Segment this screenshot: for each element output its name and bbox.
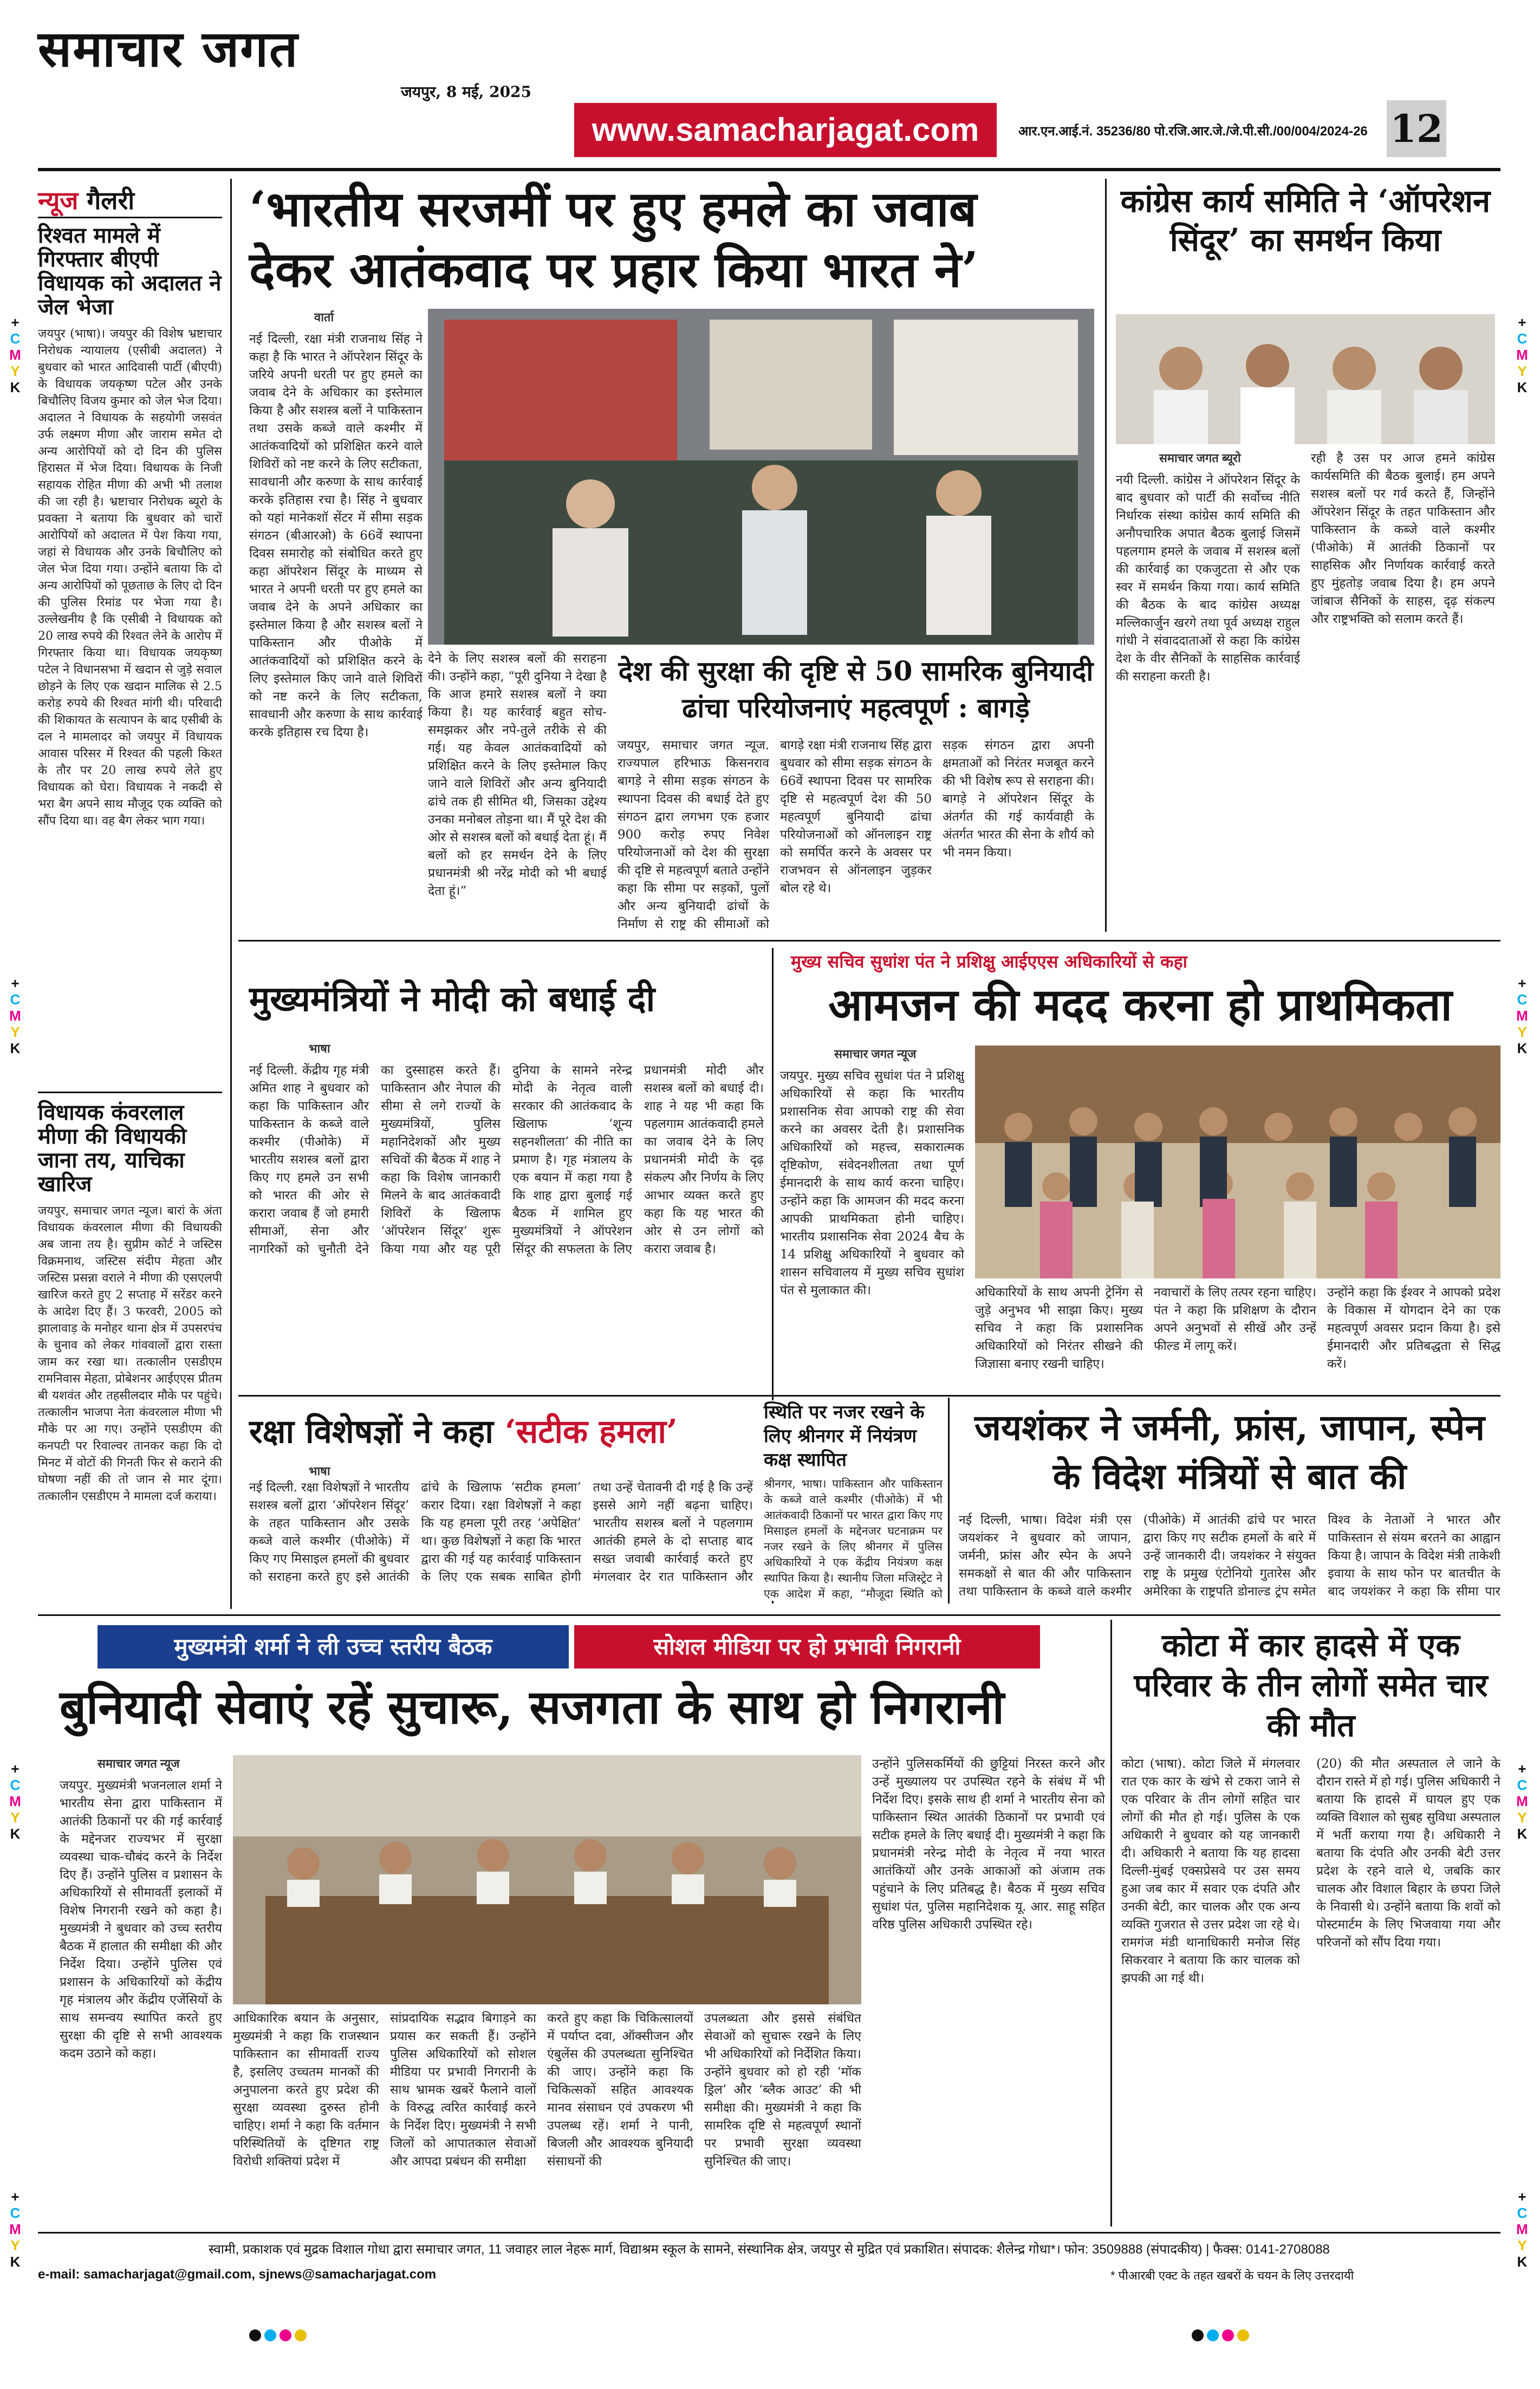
lead-byline: वार्ता: [314, 310, 334, 324]
cmyk-mark: + C M Y K: [1516, 2189, 1528, 2270]
cm-meeting-photo: [233, 1755, 861, 2004]
ias-headline: आमजन की मदद करना हो प्राथमिकता: [828, 979, 1452, 1031]
kota-headline: कोटा में कार हादसे में एक परिवार के तीन लोगों समेत चार की मौत: [1134, 1627, 1488, 1744]
congress-body-col: रही है उस पर आज हमने कांग्रेस कार्यसमिति की बैठक बुलाई। हम अपने सशस्त्र बलों पर गर्व करते हैं, जिन्होंने ऑपरेशन सिंदूर के तहत पाकिस्तान और पाकिस्तान के कब्जे वाले कश्मीर (पीओके) में आतंकी ठिकानों पर साहसिक और निर्णायक कार्रवाई करते हुए मुंहतोड़ जवाब दिया है। हम अपने जांबाज सैनिकों के साहस, दृढ़ संकल्प और राष्ट्रभक्ति को सलाम करते हैं।: [1311, 451, 1495, 626]
high-level-meeting-photo: [233, 1755, 861, 2004]
section-rule: [38, 1614, 1500, 1616]
imprint-line: स्वामी, प्रकाशक एवं मुद्रक विशाल गोधा द्वारा समाचार जगत, 11 जवाहर लाल नेहरू मार्ग, विद्याश्रम स्कूल के सामने, संस्थानिक क्षेत्र, जयपुर से मुद्रित एवं प्रकाशित। संपादक: शैलेन्द्र गोधा*। फोन: 3509888 (संपादकीय) | फैक्स: 0141-2708088: [209, 2242, 1330, 2257]
story-body: जयपुर, समाचार जगत न्यूज। बारां के अंता विधायक कंवरलाल मीणा की विधायकी अब जाना तय है। सुप्रीम कोर्ट ने जस्टिस विक्रमनाथ, जस्टिस संदीप मेहता और जस्टिस प्रसन्ना वराले ने मीणा की एसएलपी खारिज करते हुए 2 सप्ताह में सरेंडर करने के आदेश दिए हैं। 3 फरवरी, 2005 को झालावाड़ के मनोहर थाना क्षेत्र में उपसरपंच के चुनाव को लेकर गांववालों द्वारा रास्ता जाम कर रखा था। तत्कालीन एसडीएम रामनिवास मेहता, प्रोबेशनर आईएएस प्रीतम बी यशवंत और तहसीलदार मौके पर पहुंचे। तत्कालीन भाजपा नेता कंवरलाल मीणा भी मौके पर आ गए। उन्होंने एसडीएम की कनपटी पर रिवाल्वर तानकर कहा कि दो मिनट में वोटों की गिनती फिर से कराने की घोषणा नहीं की तो जान से मार दूंगा। तत्कालीन एसडीएम ने मामला दर्ज कराया।: [38, 1204, 222, 1503]
ias-kicker: मुख्य सचिव सुधांश पंत ने प्रशिक्षु आईएएस अधिकारियों से कहा: [780, 948, 1500, 975]
bro-event-photo: [428, 309, 1094, 645]
footer-note: * पीआरबी एक्ट के तहत खबरों के चयन के लिए उत्तरदायी: [1110, 2269, 1354, 2282]
registration-dot: [1237, 2329, 1249, 2341]
cmyk-mark: + C M Y K: [9, 975, 21, 1056]
ias-body-col: जयपुर. मुख्य सचिव सुधांश पंत ने प्रशिक्षु अधिकारियों से कहा कि भारतीय प्रशासनिक सेवा आपको राष्ट्र की सेवा करने का अवसर देती है। प्रशासनिक अधिकारियों को महत्त्व, सकारात्मक दृष्टिकोण, संवेदनशीलता तथा पूर्ण ईमानदारी के साथ कार्य करना चाहिए। उन्होंने कहा कि आमजन की मदद करना आपकी प्राथमिकता होनी चाहिए। भारतीय प्रशासनिक सेवा 2024 बैच के 14 प्रशिक्षु अधिकारियों ने बुधवार को शासन सचिवालय में मुख्य सचिव सुधांश पंत से मुलाकात की।: [780, 1069, 964, 1297]
lead-headline: ‘भारतीय सरजमीं पर हुए हमले का जवाब देकर आतंकवाद पर प्रहार किया भारत ने’: [249, 180, 979, 298]
footer-rule: [38, 2232, 1500, 2234]
congress-byline: समाचार जगत ब्यूरो: [1159, 451, 1241, 465]
footer-email[interactable]: e-mail: samacharjagat@gmail.com, sjnews@samacharjagat.com: [38, 2267, 437, 2282]
sub-body-col: बागड़े रक्षा मंत्री राजनाथ सिंह द्वारा बुधवार को सीमा सड़क संगठन के 66वें स्थापना दिवस पर सामरिक दृष्टि से महत्वपूर्ण देश की 50 महत्वपूर्ण बुनियादी ढांचा परियोजनाओं को ऑनलाइन राष्ट्र को समर्पित करने के अवसर पर राजभवन से ऑनलाइन जुड़कर बोल रहे थे।: [780, 738, 932, 895]
cm-body-col: आधिकारिक बयान के अनुसार, मुख्यमंत्री ने कहा कि राजस्थान पाकिस्तान का सीमावर्ती राज्य है, इसलिए उच्चतम मानकों की अनुपालना करते हुए प्रदेश की सुरक्षा व्यवस्था दुरुस्त होनी चाहिए। शर्मा ने कहा कि वर्तमान परिस्थितियों के दृष्टिगत राष्ट्र विरोधी शक्तियां प्रदेश में: [233, 2011, 379, 2169]
srinagar-box: [764, 1400, 943, 1601]
srinagar-body: श्रीनगर, भाषा। पाकिस्तान और पाकिस्तान के कब्जे वाले कश्मीर (पीओके) में भी आतंकवादी ठिकानों पर भारत द्वारा किए गए मिसाइल हमलों के मद्देनजर घटनाक्रम पर नजर रखने के लिए श्रीनगर में पुलिस अधिकारियों ने एक केंद्रीय नियंत्रण कक्ष स्थापित किया है। स्थानीय जिला मजिस्ट्रेट ने एक आदेश में कहा, “मौजूदा स्थिति को: [764, 1477, 943, 1600]
cm-body-col: सांप्रदायिक सद्भाव बिगाड़ने का प्रयास कर सकती हैं। उन्होंने पुलिस अधिकारियों को सोशल मीडिया पर प्रभावी निगरानी के साथ भ्रामक खबरें फैलाने वालों के विरुद्ध त्वरित कार्रवाई करने के निर्देश दिए। मुख्यमंत्री ने सभी जिलों को आपातकाल सेवाओं और आपदा प्रबंधन की समीक्षा: [390, 2011, 536, 2169]
story-headline: विधायक कंवरलाल मीणा की विधायकी जाना तय, याचिका खारिज: [38, 1100, 187, 1197]
sub-body-col: सड़क संगठन द्वारा अपनी क्षमताओं को निरंतर मजबूत करने की भी विशेष रूप से सराहना की। बागड़े ने ऑपरेशन सिंदूर के अंतर्गत की गई कार्यवाही के अंतर्गत भारत की सेना के शौर्य को भी नमन किया।: [943, 738, 1094, 860]
srinagar-headline: स्थिति पर नजर रखने के लिए श्रीनगर में नियंत्रण कक्ष स्थापित: [764, 1401, 925, 1471]
cmyk-mark: + C M Y K: [1516, 975, 1528, 1056]
cm-headline: बुनियादी सेवाएं रहें सुचारू, सजगता के साथ हो निगरानी: [60, 1680, 1005, 1735]
registration-dot: [1222, 2329, 1234, 2341]
ias-group-photo: [975, 1046, 1500, 1278]
congress-body-col: नयी दिल्ली. कांग्रेस ने ऑपरेशन सिंदूर के बाद बुधवार को पार्टी की सर्वोच्च नीति निर्धारक संस्था कांग्रेस कार्य समिति की अनौपचारिक अपात बैठक बुलाई जिसमें पहलगाम हमले के जवाब में सशस्त्र बलों की कार्रवाई का एकजुटता से और एक स्वर में समर्थन किया गया। कार्य समिति की बैठक के बाद कांग्रेस अध्यक्ष मल्लिकार्जुन खरगे तथा पूर्व अध्यक्ष राहुल गांधी ने संवाददाताओं से कहा कि कांग्रेस देश के वीर सैनिकों के साहसिक कार्रवाई की सराहना करती है।: [1116, 473, 1300, 684]
jaishankar-body: नई दिल्ली, भाषा। विदेश मंत्री एस जयशंकर ने बुधवार को जापान, जर्मनी, फ्रांस और स्पेन के अपने समकक्षों से बात की और पाकिस्तान तथा पाकिस्तान के कब्जे वाले कश्मीर (पीओके) में आतंकी ढांचे पर भारत द्वारा किए गए सटीक हमलों के बारे में उन्हें जानकारी दी। जयशंकर ने संयुक्त राष्ट्र के प्रमुख एंटोनियो गुतारेस और अमेरिका के राष्ट्रपति डोनाल्ड ट्रंप समेत विश्व के नेताओं ने भारत और पाकिस्तान से संयम बरतने का आह्वान किया है। जापान के विदेश मंत्री ताकेशी इवाया के साथ फोन पर बातचीत के बाद जयशंकर ने कहा कि सीमा पार: [959, 1513, 1500, 1599]
cm-body-col: उपलब्धता और इससे संबंधित सेवाओं को सुचारू रखने के लिए भी अधिकारियों को निर्देशित किया। उन्होंने बुधवार को हो रही ‘मॉक ड्रिल’ और ‘ब्लैक आउट’ की भी समीक्षा की। मुख्यमंत्री ने कहा कि सामरिक दृष्टि से महत्वपूर्ण स्थानों पर प्रभावी सुरक्षा व्यवस्था सुनिश्चित की जाए।: [704, 2011, 861, 2169]
cm-body-col: जयपुर. मुख्यमंत्री भजनलाल शर्मा ने भारतीय सेना द्वारा पाकिस्तान में आतंकी ठिकानों पर की गई कार्रवाई के मद्देनजर राज्यभर में सुरक्षा व्यवस्था चाक-चौबंद करने के निर्देश दिए हैं। उन्होंने पुलिस व प्रशासन के अधिकारियों से सीमावर्ती इलाकों में विशेष निगरानी रखने को कहा है। मुख्यमंत्री ने बुधवार को उच्च स्तरीय बैठक में हालात की समीक्षा की और निर्देश दिया। उन्होंने पुलिस एवं प्रशासन के अधिकारियों को केंद्रीय गृह मंत्रालय और केंद्रीय एजेंसियों के साथ समन्वय स्थापित करते हुए सुरक्षा की दृष्टि से सभी आवश्यक कदम उठाने को कहा।: [60, 1778, 222, 2061]
cmyk-mark: + C M Y K: [9, 2189, 21, 2270]
ias-photo: [975, 1046, 1500, 1278]
sub-headline: देश की सुरक्षा की दृष्टि से 50 सामरिक बुनियादी ढांचा परियोजनाएं महत्वपूर्ण : बागड़े: [618, 655, 1094, 724]
registration-dot: [1207, 2329, 1219, 2341]
column-rule: [230, 179, 232, 1609]
story-body: जयपुर (भाषा)। जयपुर की विशेष भ्रष्टाचार निरोधक न्यायालय (एसीबी अदालत) ने बुधवार को भारत आदिवासी पार्टी (बीएपी) के विधायक जयकृष्ण पटेल और उनके बिचौलिए विजय कुमार को जेल भेज दिया। अदालत ने विधायक के सहयोगी जसवंत उर्फ लक्ष्मण मीणा और जाराम समेत दो अन्य आरोपियों को दो दिन की पुलिस हिरासत में भेज दिया। विधायक के निजी सहायक रोहित मीणा की अभी भी तलाश की जा रही है। भ्रष्टाचार निरोधक ब्यूरो के प्रवक्ता ने बताया कि बुधवार को चारों आरोपियों को अदालत में पेश किया गया, जहां से विधायक और उनके बिचौलिए को जेल भेज दिया गया। उन्होंने बताया कि दो अन्य आरोपियों को पूछताछ के लिए दो दिन की पुलिस रिमांड पर भेजा गया है। उल्लेखनीय है कि एसीबी ने विधायक को 20 लाख रुपये की रिश्वत लेने के आरोप में गिरफ्तार किया था। विधायक जयकृष्ण पटेल ने विधानसभा में खदान से जुड़े सवाल छोड़ने के लिए एक खदान मालिक से 2.5 करोड़ रुपये की रिश्वत मांगी थी। परिवादी की शिकायत के सत्यापन के बाद एसीबी के दल ने मामलादर को जयपुर में विधायक आवास परिसर में रिश्वत की पहली किश्त के तौर पर 20 लाख रुपये लेते हुए विधायक को घेरा। विधायक ने नकदी से भरा बैग अपने साथ मौजूद एक व्यक्ति को सौंप दिया था। वह बैग लेकर भाग गया।: [38, 327, 222, 828]
lead-photo: [428, 309, 1094, 645]
color-registration-dots: [249, 2329, 310, 2343]
cmyk-mark: + C M Y K: [9, 1761, 21, 1842]
section-label: न्यूज गैलरी: [38, 184, 222, 218]
cm-body-col: करते हुए कहा कि चिकित्सालयों में पर्याप्त दवा, ऑक्सीजन और एंबुलेंस की उपलब्धता सुनिश्चित की जाए। उन्होंने कहा कि चिकित्सकों सहित आवश्यक मानव संसाधन एवं उपकरण भी उपलब्ध रहें। शर्मा ने पानी, बिजली और आवश्यक बुनियादी संसाधनों की: [547, 2011, 693, 2169]
color-registration-dots: [1192, 2329, 1252, 2343]
jaishankar-headline: जयशंकर ने जर्मनी, फ्रांस, जापान, स्पेन के विदेश मंत्रियों से बात की: [974, 1406, 1485, 1497]
defence-body: नई दिल्ली. रक्षा विशेषज्ञों ने भारतीय सशस्त्र बलों द्वारा ‘ऑपरेशन सिंदूर’ के तहत पाकिस्तान और उसके कब्जे वाले कश्मीर (पीओके) में किए गए मिसाइल हमलों की बुधवार को सराहना करते हुए इसे आतंकी ढांचे के खिलाफ ‘सटीक हमला’ करार दिया। रक्षा विशेषज्ञों ने कहा कि यह हमला पूरी तरह ‘अपेक्षित’ था। कुछ विशेषज्ञों ने कहा कि भारत द्वारा की गई यह कार्रवाई पाकिस्तान के लिए एक सबक साबित होगी तथा उन्हें चेतावनी दी गई है कि उन्हें इससे आगे नहीं बढ़ना चाहिए। भारतीय सशस्त्र बलों ने पहलगाम आतंकी हमले के दो सप्ताह बाद सख्त जवाबी कार्रवाई करते हुए मंगलवार देर रात पाकिस्तान और: [249, 1481, 753, 1584]
ias-byline: समाचार जगत न्यूज: [834, 1047, 917, 1061]
issue-date: जयपुर, 8 मई, 2025: [401, 83, 532, 101]
cmyk-mark: + C M Y K: [9, 314, 21, 395]
registration-dot: [280, 2329, 291, 2341]
cwc-meeting-photo: [1116, 314, 1495, 444]
kota-body-col: (20) की मौत अस्पताल ले जाने के दौरान रास्ते में हो गई। पुलिस अधिकारी ने बताया कि हादसे में घायल हुए एक व्यक्ति विशाल को सुबह सुविधा अस्पताल में भर्ती कराया गया है। अधिकारी ने बताया कि दंपति और उनकी बेटी उत्तर प्रदेश के रहने वाले थे, जबकि कार चालक और विशाल बिहार के छपरा जिले के निवासी थे। उन्होंने बताया कि शवों को पोस्टमार्टम के लिए भिजवाया गया और परिजनों को सौंप दिया गया।: [1316, 1757, 1500, 1950]
registration-dot: [249, 2329, 261, 2341]
modi-headline: मुख्यमंत्रियों ने मोदी को बधाई दी: [249, 979, 655, 1020]
ias-body-col: नवाचारों के लिए तत्पर रहना चाहिए। पंत ने कहा कि प्रशिक्षण के दौरान अपने अनुभवों से सीखें और उन्हें फील्ड में लागू करें।: [1154, 1286, 1316, 1353]
congress-headline: कांग्रेस कार्य समिति ने ‘ऑपरेशन सिंदूर’ का समर्थन किया: [1120, 183, 1491, 258]
column-rule: [1105, 179, 1107, 932]
masthead-rule: [38, 168, 1500, 171]
lead-body-col: देने के लिए सशस्त्र बलों की सराहना की। उन्होंने कहा, “पूरी दुनिया ने देखा है कि आज हमारे सशस्त्र बलों ने क्या किया है। यह कार्रवाई बहुत सोच-समझकर और नपे-तुले तरीके से की गई। यह केवल आतंकवादियों को प्रशिक्षित करने के लिए इस्तेमाल किए जाने वाले शिविरों और अन्य बुनियादी ढांचे तक ही सीमित थी, जिसका उद्देश्य उनका मनोबल तोड़ना था। मैं पूरे देश की ओर से सशस्त्र बलों को बधाई देता हूं। मैं बलों को हर समर्थन देने के लिए प्रधानमंत्री श्री नरेंद्र मोदी को भी बधाई देता हूं।”: [428, 652, 607, 898]
registration-dot: [1192, 2329, 1204, 2341]
kota-body-col: कोटा (भाषा). कोटा जिले में मंगलवार रात एक कार के खंभे से टकरा जाने से एक परिवार के तीन लोगों सहित चार लोगों की मौत हो गई। पुलिस के एक अधिकारी ने बुधवार को यह जानकारी दी। अधिकारी ने बताया कि यह हादसा दिल्ली-मुंबई एक्सप्रेसवे पर उस समय हुआ जब कार में सवार एक दंपति और उनकी बेटी, कार चालक और एक अन्य व्यक्ति गुजरात से उत्तर प्रदेश जा रहे थे। रामगंज मंडी थानाधिकारी मनोज सिंह सिकरवार ने बताया कि कार चालक को झपकी आ गई थी।: [1121, 1757, 1300, 1985]
story-headline: रिश्वत मामले में गिरफ्तार बीएपी विधायक को अदालत ने जेल भेजा: [38, 223, 222, 320]
modi-body: नई दिल्ली. केंद्रीय गृह मंत्री अमित शाह ने बुधवार को कहा कि पाकिस्तान और पाकिस्तान के कब्जे वाले कश्मीर (पीओके) में भारतीय सशस्त्र बलों द्वारा किए गए हमले उन सभी को भारत की ओर से करारा जवाब हैं जो हमारी सीमाओं, सेना और नागरिकों को चुनौती देने का दुस्साहस करते हैं। पाकिस्तान और नेपाल की सीमा से लगे राज्यों के मुख्यमंत्रियों, पुलिस महानिदेशकों और मुख्य सचिवों की बैठक में शाह ने कहा कि विशेष जानकारी मिलने के बाद आतंकवादी शिविरों के खिलाफ ‘ऑपरेशन सिंदूर’ शुरू किया गया और यह पूरी दुनिया के सामने नरेन्द्र मोदी के नेतृत्व वाली सरकार की आतंकवाद के खिलाफ ‘शून्य सहनशीलता’ की नीति का प्रमाण है। गृह मंत्रालय के एक बयान में कहा गया है कि शाह द्वारा बुलाई गई बैठक में शामिल हुए मुख्यमंत्रियों ने ऑपरेशन सिंदूर की सफलता के लिए प्रधानमंत्री मोदी और सशस्त्र बलों को बधाई दी। शाह ने यह भी कहा कि पहलगाम आतंकवादी हमले का जवाब देने के लिए प्रधानमंत्री मोदी के दृढ़ संकल्प और निर्णय के लिए आभार व्यक्त करते हुए कहा कि यह भारत की ओर से उन लोगों को करारा जवाब है।: [249, 1063, 764, 1256]
congress-photo: [1116, 314, 1495, 444]
cm-byline: समाचार जगत न्यूज: [98, 1757, 180, 1770]
cmyk-mark: + C M Y K: [1516, 1761, 1528, 1842]
cmyk-mark: + C M Y K: [1516, 314, 1528, 395]
column-rule: [948, 1398, 950, 1604]
registration-dot: [295, 2329, 307, 2341]
column-rule: [1110, 1620, 1112, 2226]
cm-banner: मुख्यमंत्री शर्मा ने ली उच्च स्तरीय बैठक: [98, 1625, 569, 1669]
page-number: 12: [1387, 100, 1446, 157]
defence-byline: भाषा: [309, 1464, 330, 1478]
lead-body-col: नई दिल्ली, रक्षा मंत्री राजनाथ सिंह ने कहा है कि भारत ने ऑपरेशन सिंदूर के जरिये अपनी धरती पर हुए हमले का जवाब देने के अधिकार का इस्तेमाल किया है और सशस्त्र बलों ने पाकिस्तान तथा उसके कब्जे वाले कश्मीर में आतंकवादियों को प्रशिक्षित करने वाले शिविरों को नष्ट करने के लिए सटीकता, सावधानी और करुणा के साथ कार्रवाई करके इतिहास रचा है। सिंह ने बुधवार को यहां मानेकशॉ सेंटर में सीमा सड़क संगठन (बीआरओ) के 66वें स्थापना दिवस समारोह को संबोधित करते हुए कहा ऑपरेशन सिंदूर के माध्यम से भारत ने अपनी धरती पर हुए हमले का जवाब देने के अपने अधिकार का इस्तेमाल किया है और सशस्त्र बलों ने पाकिस्तान और पीओके में आतंकवादियों को प्रशिक्षित करने के लिए इस्तेमाल किए जाने वाले शिविरों को नष्ट करने के लिए सटीकता, सावधानी और करुणा के साथ कार्रवाई करके इतिहास रच दिया है।: [249, 332, 423, 739]
divider: [38, 1092, 222, 1093]
registration-info: आर.एन.आई.नं. 35236/80 पो.रजि.आर.जे./जे.पी.सी./00/004/2024-26: [1018, 124, 1368, 139]
defence-headline: रक्षा विशेषज्ञों ने कहा ‘सटीक हमला’: [249, 1413, 678, 1451]
cm-body-col: उन्होंने पुलिसकर्मियों की छुट्टियां निरस्त करने और उन्हें मुख्यालय पर उपस्थित रहने के संबंध में भी निर्देश दिए। इसके साथ ही शर्मा ने भारतीय सेना को पाकिस्तान स्थित आतंकी ठिकानों पर प्रभावी एवं सटीक हमले के लिए बधाई दी। मुख्यमंत्री ने कहा कि प्रधानमंत्री नरेन्द्र मोदी के नेतृत्व में नया भारत आतंकियों और उनके आकाओं को अंजाम तक पहुंचाने के लिए प्रतिबद्ध है। बैठक में मुख्य सचिव सुधांश पंत, पुलिस महानिदेशक यू. आर. साहू सहित वरिष्ठ पुलिस अधिकारी उपस्थित रहे।: [872, 1757, 1105, 1932]
ias-body-col: उन्होंने कहा कि ईश्वर ने आपको प्रदेश के विकास में योगदान देने का एक महत्वपूर्ण अवसर प्रदान किया है। इसे ईमानदारी और प्रतिबद्धता से सिद्ध करें।: [1327, 1286, 1500, 1371]
modi-byline: भाषा: [309, 1042, 330, 1055]
sub-body-col: जयपुर, समाचार जगत न्यूज. राज्यपाल हरिभाऊ किसनराव बागड़े ने सीमा सड़क संगठन के स्थापना दिवस की बधाई देते हुए संगठन द्वारा लगभग एक हजार 900 करोड़ रुपए निवेश परियोजनाओं को देश की सुरक्षा की दृष्टि से महत्वपूर्ण बताते उन्होंने कहा कि सीमा पर सड़कों, पुलों और अन्य बुनियादी ढांचों के निर्माण से राष्ट्र की सीमाओं को: [618, 738, 769, 931]
social-media-banner: सोशल मीडिया पर हो प्रभावी निगरानी: [574, 1625, 1040, 1669]
ias-body-col: अधिकारियों के साथ अपनी ट्रेनिंग से जुड़े अनुभव भी साझा किए। मुख्य सचिव ने कहा कि प्रशासनिक अधिकारियों को निरंतर सीखने की जिज्ञासा बनाए रखनी चाहिए।: [975, 1286, 1143, 1371]
registration-dot: [264, 2329, 276, 2341]
section-rule: [238, 940, 1500, 942]
section-rule: [238, 1395, 1500, 1397]
site-url[interactable]: www.samacharjagat.com: [574, 103, 997, 157]
masthead-logo: समाचार जगत: [38, 20, 299, 78]
